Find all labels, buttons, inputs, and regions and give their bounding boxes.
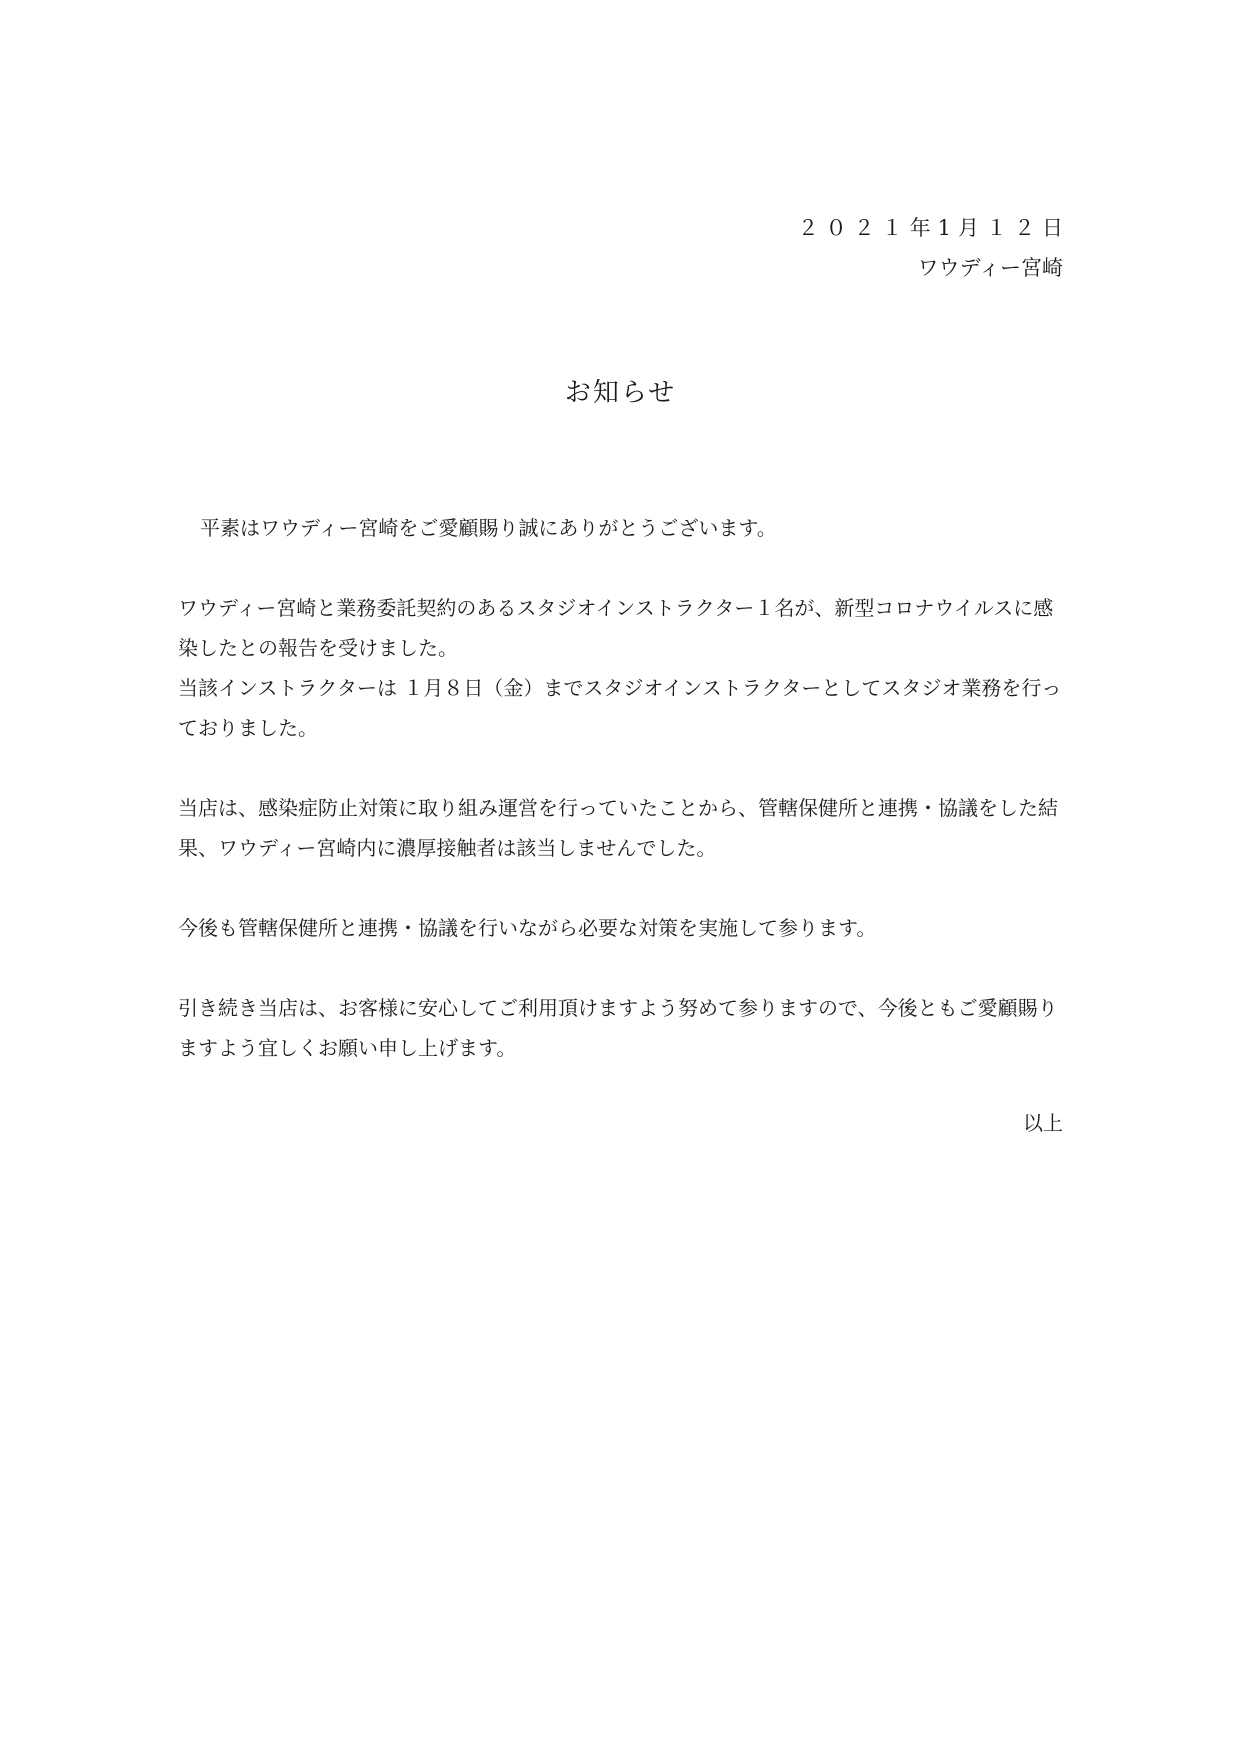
closing-remark: 以上 [1023,1111,1063,1135]
report-line-2: 当該インストラクターは １月８日（金）までスタジオインストラクターとしてスタジオ業務を行っておりました。 [178,676,1062,740]
report-paragraph [178,588,1063,748]
report-line-1: ワウディー宮崎と業務委託契約のあるスタジオインストラクター１名が、新型コロナウイルスに感染したとの報告を受けました。 [178,596,1054,660]
header-block [797,208,1070,288]
issue-date: ２０２１年1月１２日 [797,216,1070,240]
greeting-paragraph: 平素はワウディー宮崎をご愛顧賜り誠にありがとうございます。 [200,516,777,540]
document-title: お知らせ [564,378,677,408]
measures-paragraph: 当店は、感染症防止対策に取り組み運営を行っていたことから、管轄保健所と連携・協議をした結果、ワウディー宮崎内に濃厚接触者は該当しませんでした。 [178,796,1058,860]
future-paragraph: 今後も管轄保健所と連携・協議を行いながら必要な対策を実施して参ります。 [178,916,877,940]
document-body [178,508,1063,1108]
sender-name: ワウディー宮崎 [917,256,1063,280]
request-paragraph: 引き続き当店は、お客様に安心してご利用頂けますよう努めて参りますので、今後ともご愛顧賜りますよう宜しくお願い申し上げます。 [178,996,1058,1060]
